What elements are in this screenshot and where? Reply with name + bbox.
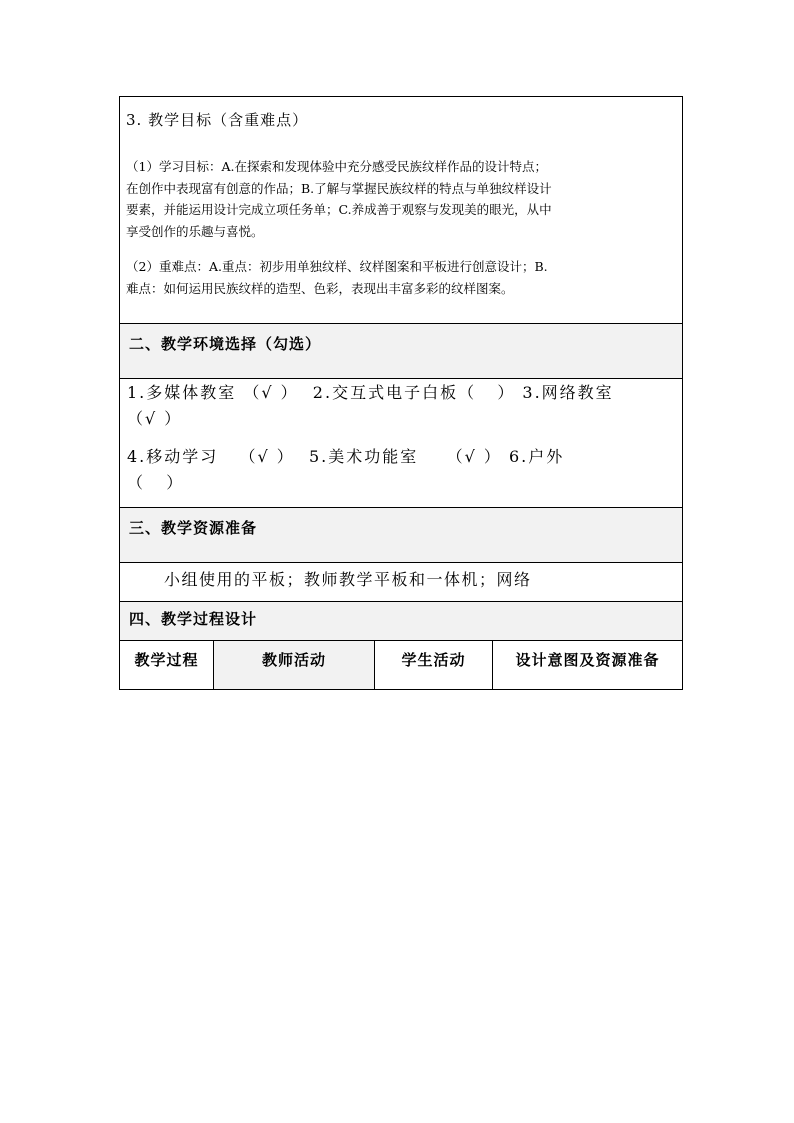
learning-goals-line: 在创作中表现富有创意的作品；B.了解与掌握民族纹样的特点与单独纹样设计 bbox=[126, 180, 552, 196]
environment-options-cell bbox=[120, 379, 683, 508]
column-header-teacher: 教师活动 bbox=[214, 641, 375, 690]
key-points-paragraph bbox=[126, 256, 676, 299]
resources-heading: 三、教学资源准备 bbox=[129, 519, 258, 537]
lesson-plan-table bbox=[119, 96, 683, 690]
column-header-student: 学生活动 bbox=[375, 641, 493, 690]
learning-goals-paragraph bbox=[126, 156, 676, 242]
environment-heading: 二、教学环境选择（勾选） bbox=[129, 335, 322, 353]
column-header-process: 教学过程 bbox=[120, 641, 214, 690]
environment-heading-cell bbox=[120, 324, 683, 379]
column-header-design-intent: 设计意图及资源准备 bbox=[493, 641, 683, 690]
resources-content-cell bbox=[120, 563, 683, 602]
environment-options-line: 1.多媒体教室 （√ ） 2.交互式电子白板（ ） 3.网络教室 bbox=[127, 383, 614, 402]
resources-content: 小组使用的平板；教师教学平板和一体机；网络 bbox=[164, 570, 532, 589]
environment-options-line: 4.移动学习 （√ ） 5.美术功能室 （√ ） 6.户外 bbox=[127, 447, 565, 466]
teaching-goals-title: 3. 教学目标（含重难点） bbox=[126, 111, 309, 129]
key-points-line: 难点：如何运用民族纹样的造型、色彩，表现出丰富多彩的纹样图案。 bbox=[126, 280, 514, 296]
teaching-goals-cell bbox=[120, 97, 683, 324]
learning-goals-line: 享受创作的乐趣与喜悦。 bbox=[126, 223, 264, 239]
environment-options-line: （ ） bbox=[127, 473, 185, 492]
key-points-line: （2）重难点：A.重点：初步用单独纹样、纹样图案和平板进行创意设计；B. bbox=[126, 259, 548, 274]
process-heading: 四、教学过程设计 bbox=[129, 610, 258, 628]
resources-heading-cell bbox=[120, 508, 683, 563]
learning-goals-line: （1）学习目标：A.在探索和发现体验中充分感受民族纹样作品的设计特点； bbox=[126, 159, 547, 174]
process-heading-cell bbox=[120, 602, 683, 641]
learning-goals-line: 要素，并能运用设计完成立项任务单；C.养成善于观察与发现美的眼光，从中 bbox=[126, 202, 552, 217]
environment-options-line: （√ ） bbox=[127, 409, 183, 428]
